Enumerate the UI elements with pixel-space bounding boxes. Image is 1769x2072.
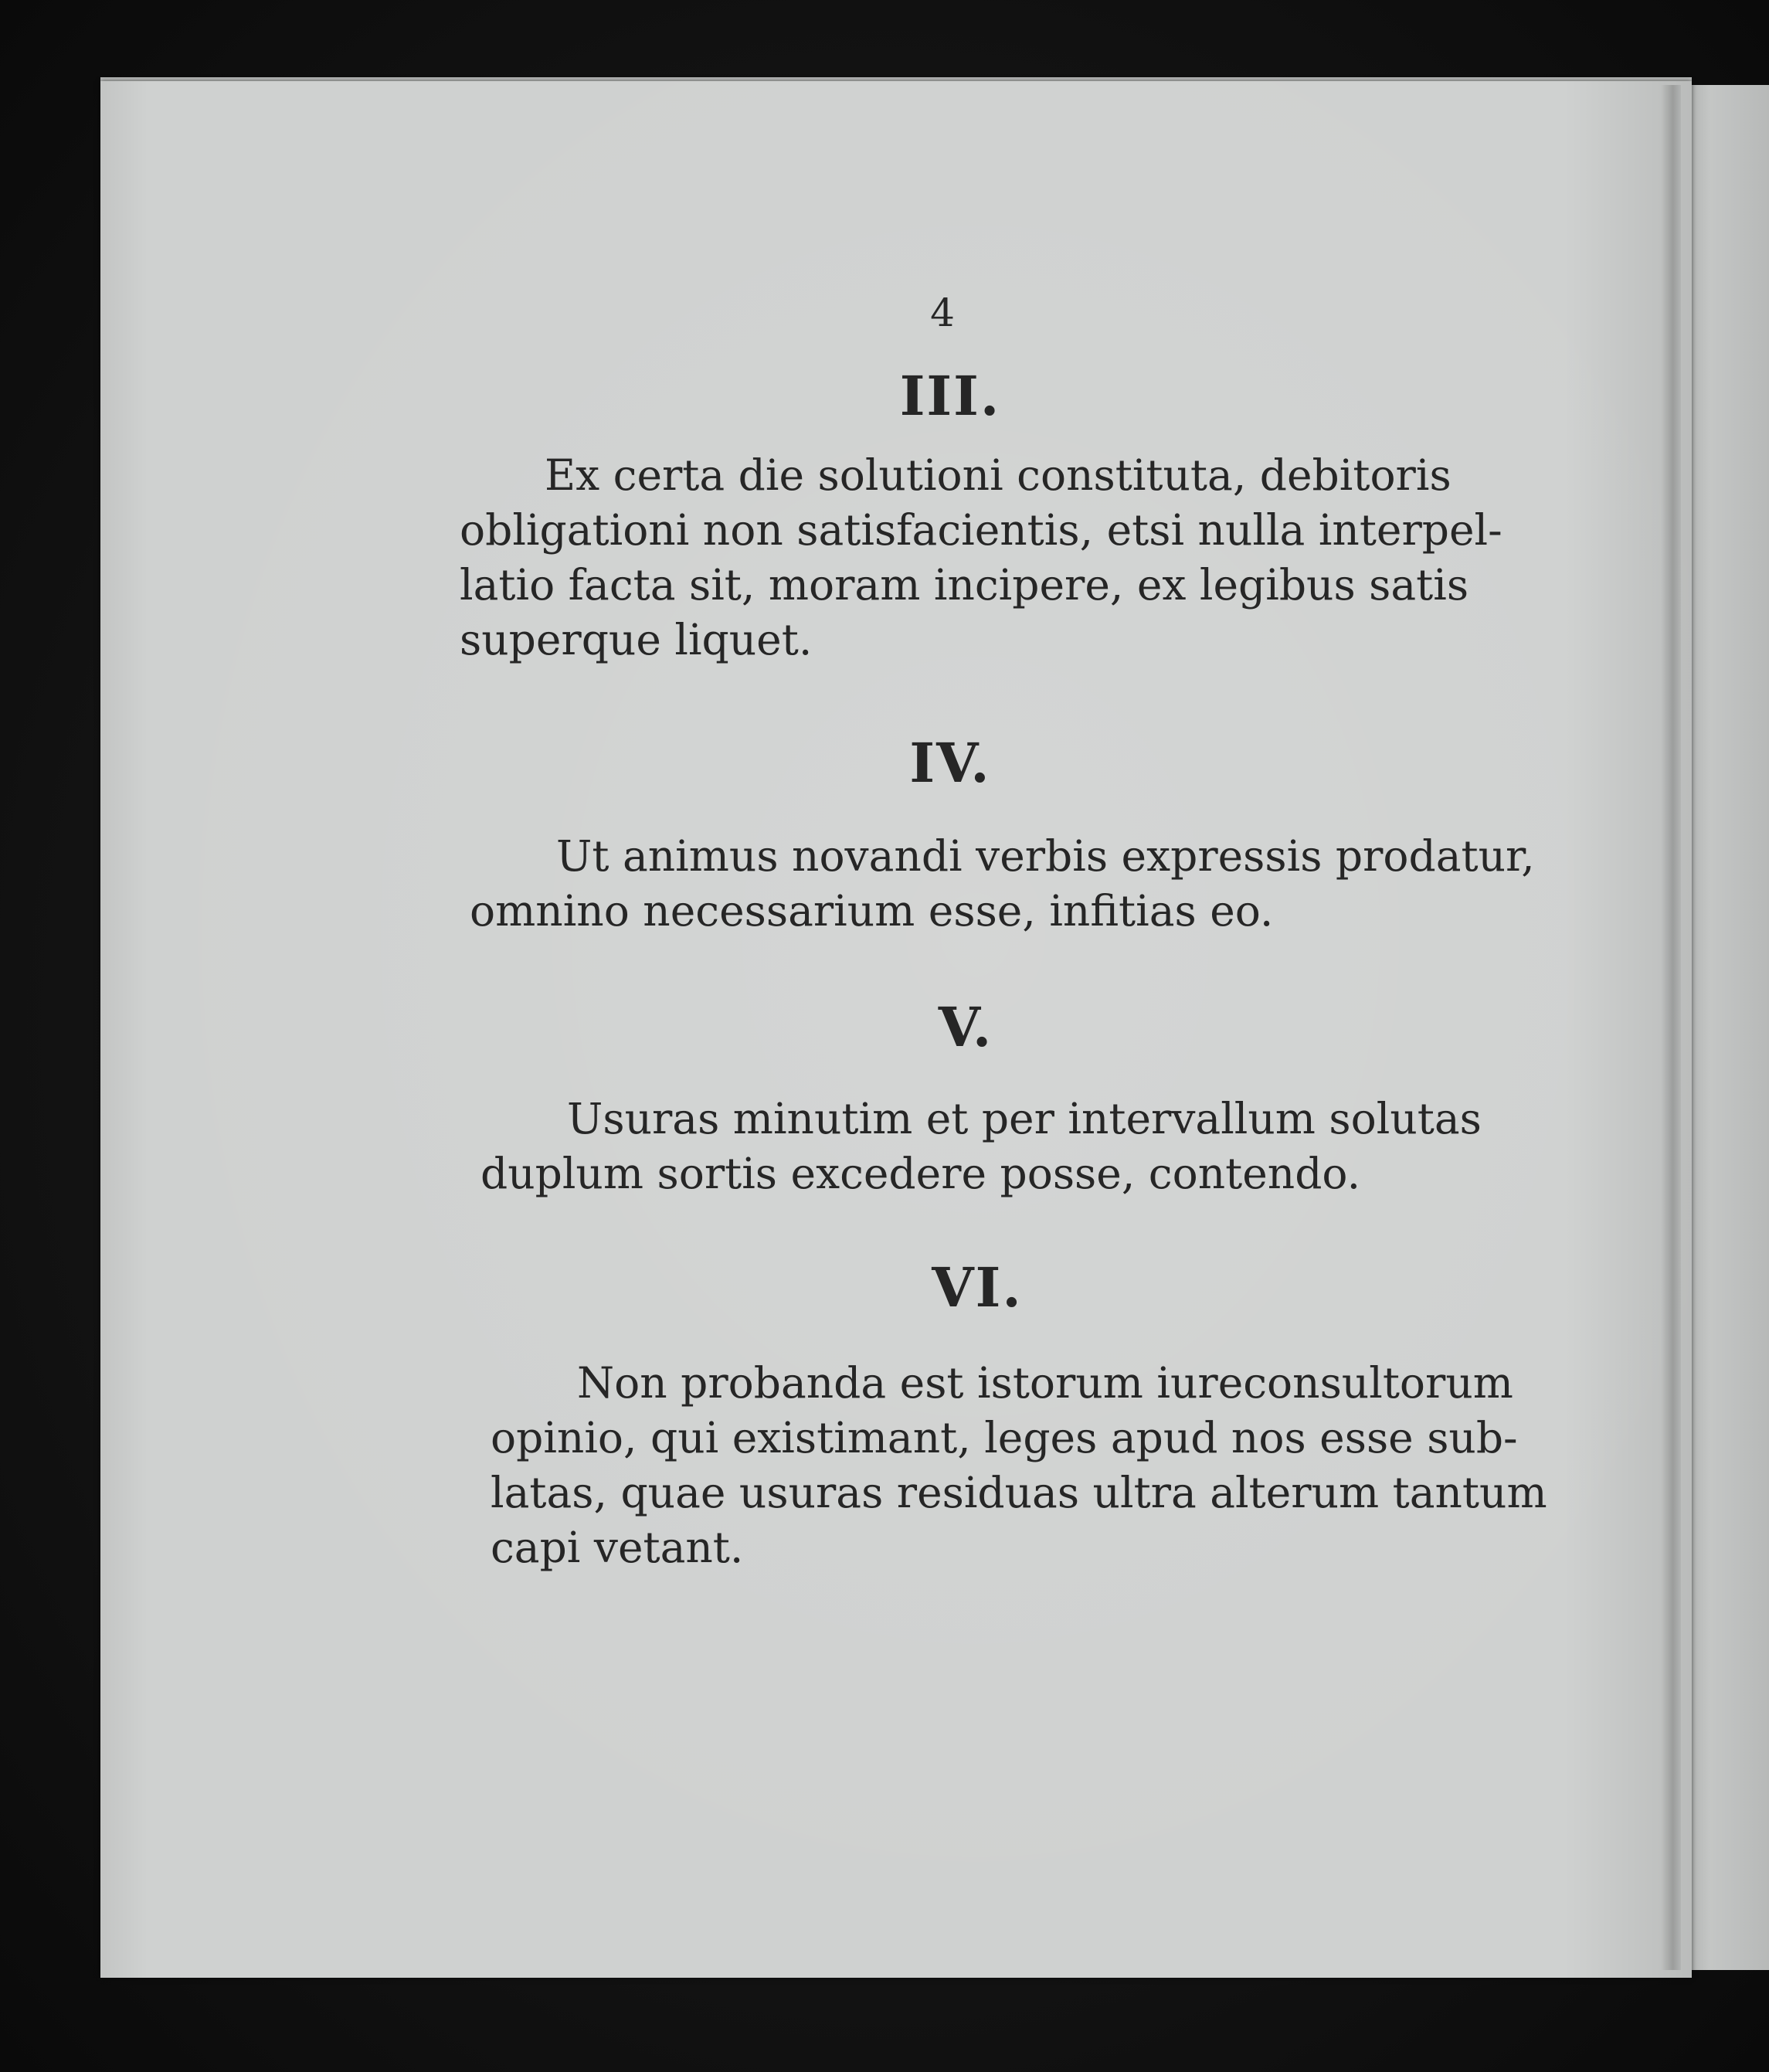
text-line: latas, quae usuras residuas ultra alterum tantum [491,1468,1547,1517]
page-number: 4 [930,290,955,335]
text-line: opinio, qui existimant, leges apud nos esse sub- [491,1413,1518,1462]
text-line: Ut animus novandi verbis expressis prodatur, [556,831,1535,881]
text-line: Ex certa die solutioni constituta, debitoris [545,450,1452,500]
text-line: capi vetant. [491,1523,744,1572]
text-line: omnino necessarium esse, infitias eo. [470,886,1274,936]
section-paragraph-iii [460,448,1502,667]
text-line: Usuras minutim et per intervallum solutas [567,1094,1482,1143]
text-line: superque liquet. [460,615,813,664]
section-heading-v: V. [938,995,993,1059]
section-heading-vi: VI. [932,1255,1023,1320]
text-line: obligationi non satisfacientis, etsi nulla interpel- [460,505,1502,555]
section-heading-iv: IV. [909,731,991,795]
text-line: Non probanda est istorum iureconsultorum [577,1358,1513,1408]
text-line: duplum sortis excedere posse, contendo. [480,1149,1361,1198]
section-paragraph-vi [491,1356,1547,1575]
section-paragraph-v [480,1092,1482,1201]
section-paragraph-iv [470,829,1535,939]
text-line: latio facta sit, moram incipere, ex legibus satis [460,560,1469,610]
section-heading-iii: III. [899,364,1001,428]
